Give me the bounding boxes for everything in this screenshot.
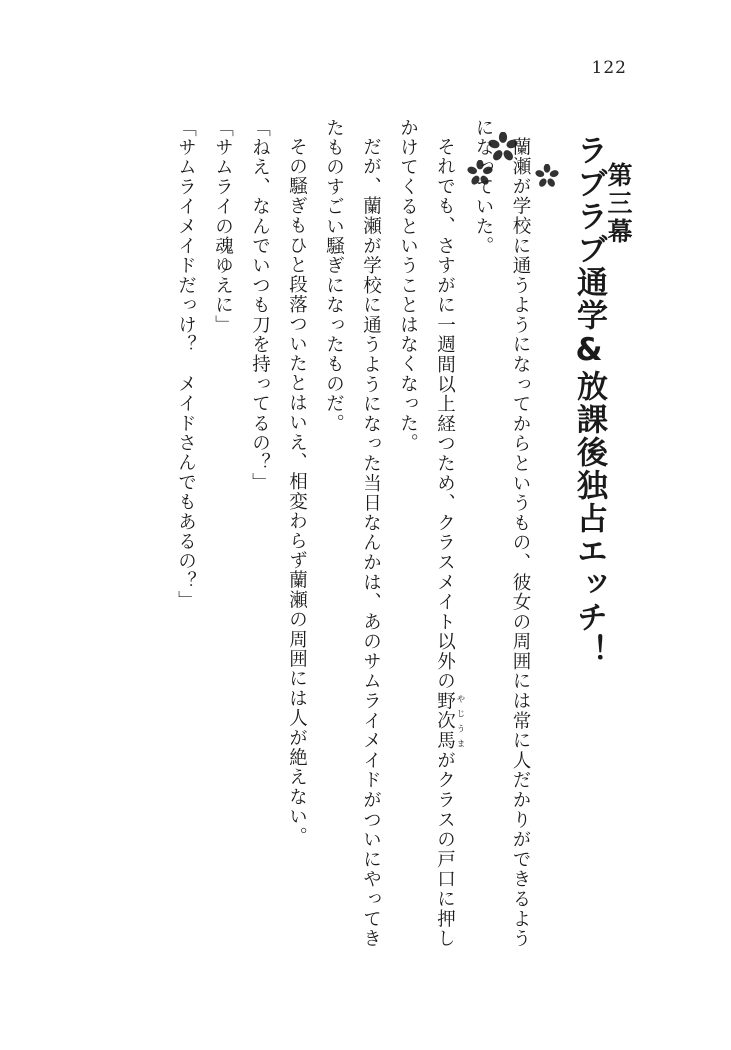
paragraph-with-ruby: それでも、さすがに一週間以上経つため、クラスメイト以外の野次馬 やじうまがクラスの戸口に押しかけてくるということはなくなった。 <box>397 118 465 948</box>
page-body <box>78 118 635 948</box>
dialogue-line: 「サムライの魂ゆえに」 <box>212 118 234 335</box>
page-number: 122 <box>591 58 627 78</box>
dialogue-line: 「ねえ、なんでいつも刀を持ってるの？」 <box>249 118 271 493</box>
paragraph: だが、蘭瀬が学校に通うようになった当日なんかは、あのサムライメイドがついにやってきたものすごい騒ぎになったものだ。 <box>323 118 382 948</box>
ruby-yajiuma: 野次馬 やじうま <box>434 690 465 751</box>
dialogue-line: 「サムライメイドだっけ？ メイドさんでもあるの？」 <box>175 118 197 611</box>
paragraph: その騒ぎもひと段落ついたとはいえ、相変わらず蘭瀬の周囲には人が絶えない。 <box>286 136 308 846</box>
chapter-title: ラブラブ通学&放課後独占エッチ！ <box>571 134 607 667</box>
body-text <box>168 118 540 948</box>
paragraph: 蘭瀬が学校に通うようになってからというもの、彼女の周囲には常に人だかりができるようになっていた。 <box>473 118 531 948</box>
chapter-label: 第三幕 <box>604 162 633 246</box>
chapter-heading <box>573 118 631 948</box>
